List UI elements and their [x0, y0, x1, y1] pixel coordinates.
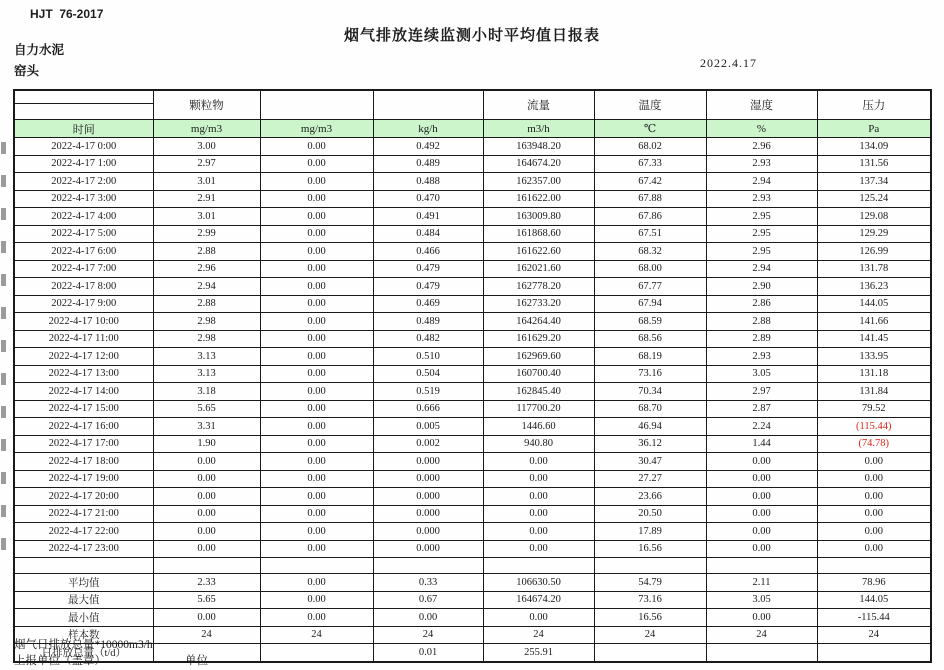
table-row — [14, 138, 931, 156]
value-cell: 0.00 — [260, 330, 373, 348]
value-cell: 0.482 — [373, 330, 483, 348]
value-cell: 162733.20 — [483, 295, 594, 313]
value-cell: 161622.00 — [483, 190, 594, 208]
value-cell: 1446.60 — [483, 418, 594, 436]
report-date: 2022.4.17 — [700, 56, 757, 70]
value-cell: 0.00 — [153, 488, 260, 506]
value-cell: 0.00 — [153, 540, 260, 558]
unit-cell: ℃ — [594, 120, 706, 138]
value-cell: 0.000 — [373, 505, 483, 523]
value-cell: 0.00 — [260, 313, 373, 331]
value-cell: 0.33 — [373, 574, 483, 592]
time-cell: 2022-4-17 13:00 — [14, 365, 153, 383]
time-cell: 2022-4-17 16:00 — [14, 418, 153, 436]
value-cell: 5.65 — [153, 591, 260, 609]
value-cell: 0.484 — [373, 225, 483, 243]
time-cell: 2022-4-17 21:00 — [14, 505, 153, 523]
time-cell: 2022-4-17 3:00 — [14, 190, 153, 208]
value-cell: 144.05 — [817, 295, 931, 313]
page-title: 烟气排放连续监测小时平均值日报表 — [343, 27, 600, 44]
value-cell: 0.00 — [260, 208, 373, 226]
value-cell: 0.00 — [483, 523, 594, 541]
value-cell: 133.95 — [817, 348, 931, 366]
value-cell: 0.479 — [373, 278, 483, 296]
value-cell: 3.13 — [153, 348, 260, 366]
value-cell: 0.00 — [260, 348, 373, 366]
table-row — [14, 400, 931, 418]
value-cell: 0.491 — [373, 208, 483, 226]
header-group-cell: 湿度 — [706, 90, 817, 120]
table-row — [14, 609, 931, 627]
value-cell: 2.24 — [706, 418, 817, 436]
value-cell: 46.94 — [594, 418, 706, 436]
value-cell: 162021.60 — [483, 260, 594, 278]
unit-label: 单位 — [185, 655, 208, 667]
empty-cell — [594, 558, 706, 574]
value-cell: 0.00 — [483, 488, 594, 506]
value-cell: 0.000 — [373, 523, 483, 541]
time-cell: 2022-4-17 18:00 — [14, 453, 153, 471]
value-cell: 73.16 — [594, 591, 706, 609]
value-cell: 2.88 — [706, 313, 817, 331]
value-cell: 0.01 — [373, 644, 483, 662]
value-cell: 23.66 — [594, 488, 706, 506]
table-row — [14, 173, 931, 191]
table-row — [14, 243, 931, 261]
value-cell: 2.93 — [706, 348, 817, 366]
header-group-cell — [260, 90, 373, 120]
value-cell: 106630.50 — [483, 574, 594, 592]
value-cell: 1.44 — [706, 435, 817, 453]
summary-label-cell: 最小值 — [14, 609, 153, 627]
table-row — [14, 488, 931, 506]
time-cell: 2022-4-17 2:00 — [14, 173, 153, 191]
header-group-cell: 压力 — [817, 90, 931, 120]
value-cell: 141.66 — [817, 313, 931, 331]
table-row — [14, 225, 931, 243]
table-row — [14, 470, 931, 488]
empty-cell — [817, 558, 931, 574]
table-row — [14, 295, 931, 313]
value-cell: 78.96 — [817, 574, 931, 592]
value-cell: 162778.20 — [483, 278, 594, 296]
table-row — [14, 523, 931, 541]
time-cell: 2022-4-17 19:00 — [14, 470, 153, 488]
value-cell: 2.93 — [706, 155, 817, 173]
time-cell: 2022-4-17 20:00 — [14, 488, 153, 506]
value-cell: 0.666 — [373, 400, 483, 418]
time-cell: 2022-4-17 4:00 — [14, 208, 153, 226]
table-row — [14, 190, 931, 208]
empty-cell — [14, 558, 153, 574]
value-cell: 24 — [153, 626, 260, 644]
value-cell: 67.77 — [594, 278, 706, 296]
value-cell: 0.00 — [260, 190, 373, 208]
value-cell: 0.00 — [706, 488, 817, 506]
time-cell: 2022-4-17 14:00 — [14, 383, 153, 401]
value-cell: 68.59 — [594, 313, 706, 331]
value-cell: 0.00 — [817, 505, 931, 523]
value-cell: 2.95 — [706, 243, 817, 261]
value-cell: 16.56 — [594, 609, 706, 627]
value-cell: 0.00 — [260, 418, 373, 436]
value-cell: 67.51 — [594, 225, 706, 243]
table-row — [14, 330, 931, 348]
value-cell: 0.00 — [483, 470, 594, 488]
value-cell: 2.99 — [153, 225, 260, 243]
value-cell: 0.00 — [706, 470, 817, 488]
value-cell: 0.002 — [373, 435, 483, 453]
value-cell: 2.97 — [706, 383, 817, 401]
value-cell: 0.00 — [260, 591, 373, 609]
value-cell: 0.00 — [817, 453, 931, 471]
value-cell: 24 — [594, 626, 706, 644]
value-cell: 68.00 — [594, 260, 706, 278]
empty-cell — [706, 558, 817, 574]
table-row — [14, 418, 931, 436]
value-cell: 0.00 — [260, 225, 373, 243]
empty-cell — [260, 558, 373, 574]
table-row — [14, 365, 931, 383]
summary-label-cell: 平均值 — [14, 574, 153, 592]
value-cell: 24 — [260, 626, 373, 644]
unit-cell: kg/h — [373, 120, 483, 138]
value-cell: 0.00 — [260, 155, 373, 173]
time-cell: 2022-4-17 10:00 — [14, 313, 153, 331]
value-cell: 0.00 — [817, 488, 931, 506]
value-cell: 0.489 — [373, 155, 483, 173]
value-cell: 79.52 — [817, 400, 931, 418]
value-cell: 0.00 — [483, 609, 594, 627]
value-cell: 68.56 — [594, 330, 706, 348]
value-cell: 2.86 — [706, 295, 817, 313]
time-cell: 2022-4-17 5:00 — [14, 225, 153, 243]
company-name: 自力水泥 — [14, 43, 65, 57]
value-cell: 67.88 — [594, 190, 706, 208]
table-row — [14, 313, 931, 331]
value-cell: 131.84 — [817, 383, 931, 401]
value-cell: 2.98 — [153, 330, 260, 348]
time-cell: 2022-4-17 15:00 — [14, 400, 153, 418]
value-cell: 70.34 — [594, 383, 706, 401]
value-cell: 68.70 — [594, 400, 706, 418]
value-cell: 27.27 — [594, 470, 706, 488]
summary-label-cell: 最大值 — [14, 591, 153, 609]
table-row — [14, 435, 931, 453]
value-cell: 144.05 — [817, 591, 931, 609]
value-cell: 0.000 — [373, 488, 483, 506]
value-cell: 164264.40 — [483, 313, 594, 331]
value-cell: 0.00 — [153, 453, 260, 471]
unit-cell: mg/m3 — [260, 120, 373, 138]
value-cell: 67.42 — [594, 173, 706, 191]
value-cell: 24 — [817, 626, 931, 644]
value-cell: 24 — [706, 626, 817, 644]
value-cell: 0.00 — [153, 523, 260, 541]
value-cell: 2.88 — [153, 295, 260, 313]
value-cell: 160700.40 — [483, 365, 594, 383]
value-cell: 2.93 — [706, 190, 817, 208]
value-cell: 0.00 — [706, 453, 817, 471]
value-cell: 161868.60 — [483, 225, 594, 243]
value-cell: 73.16 — [594, 365, 706, 383]
value-cell: 0.00 — [817, 523, 931, 541]
value-cell — [706, 644, 817, 662]
table-row — [14, 540, 931, 558]
value-cell: 2.96 — [706, 138, 817, 156]
value-cell: 0.00 — [260, 574, 373, 592]
value-cell: 0.00 — [706, 505, 817, 523]
value-cell: 0.00 — [153, 505, 260, 523]
header-group-cell: 颗粒物 — [153, 90, 260, 120]
value-cell: 117700.20 — [483, 400, 594, 418]
value-cell: 0.00 — [260, 383, 373, 401]
time-cell: 2022-4-17 23:00 — [14, 540, 153, 558]
value-cell: 2.94 — [153, 278, 260, 296]
summary-label-cell: 样本数 — [14, 626, 153, 644]
value-cell: 129.08 — [817, 208, 931, 226]
value-cell: 24 — [483, 626, 594, 644]
value-cell: 0.510 — [373, 348, 483, 366]
value-cell: -115.44 — [817, 609, 931, 627]
value-cell: 0.00 — [260, 243, 373, 261]
time-cell: 2022-4-17 0:00 — [14, 138, 153, 156]
time-cell: 2022-4-17 22:00 — [14, 523, 153, 541]
value-cell: 2.95 — [706, 225, 817, 243]
value-cell: 68.19 — [594, 348, 706, 366]
value-cell: 0.488 — [373, 173, 483, 191]
value-cell: 0.00 — [260, 173, 373, 191]
value-cell: 0.00 — [153, 609, 260, 627]
table-row — [14, 155, 931, 173]
signature-line — [14, 652, 614, 668]
station-name: 窑头 — [14, 64, 40, 78]
value-cell: 131.18 — [817, 365, 931, 383]
value-cell: 3.05 — [706, 365, 817, 383]
report-table — [13, 89, 932, 663]
value-cell: 0.000 — [373, 470, 483, 488]
value-cell: 2.33 — [153, 574, 260, 592]
value-cell: 0.67 — [373, 591, 483, 609]
value-cell: 16.56 — [594, 540, 706, 558]
value-cell: 0.00 — [260, 453, 373, 471]
value-cell: 2.90 — [706, 278, 817, 296]
value-cell: 164674.20 — [483, 591, 594, 609]
value-cell: 2.95 — [706, 208, 817, 226]
empty-cell — [483, 558, 594, 574]
value-cell: 255.91 — [483, 644, 594, 662]
table-row — [14, 505, 931, 523]
value-cell: 3.00 — [153, 138, 260, 156]
value-cell: 0.00 — [260, 609, 373, 627]
unit-cell: Pa — [817, 120, 931, 138]
value-cell: 0.504 — [373, 365, 483, 383]
value-cell: 0.00 — [483, 505, 594, 523]
unit-row — [14, 120, 931, 138]
time-cell: 2022-4-17 1:00 — [14, 155, 153, 173]
time-header-cell: 时间 — [14, 120, 153, 138]
table-row — [14, 453, 931, 471]
value-cell: 2.88 — [153, 243, 260, 261]
value-cell: 141.45 — [817, 330, 931, 348]
time-cell: 2022-4-17 17:00 — [14, 435, 153, 453]
value-cell: 0.519 — [373, 383, 483, 401]
header-group-cell: 流量 — [483, 90, 594, 120]
value-cell: 3.05 — [706, 591, 817, 609]
value-cell: 0.470 — [373, 190, 483, 208]
value-cell: 162969.60 — [483, 348, 594, 366]
value-cell: 164674.20 — [483, 155, 594, 173]
value-cell: 0.479 — [373, 260, 483, 278]
value-cell: 2.94 — [706, 173, 817, 191]
value-cell: (74.78) — [817, 435, 931, 453]
value-cell: 137.34 — [817, 173, 931, 191]
value-cell: 0.00 — [260, 260, 373, 278]
header-corner-cell — [14, 90, 153, 120]
summary-label-cell: 日排放总量（t/d） — [14, 644, 153, 662]
report-unit-label: 上报单位（盖章） — [14, 655, 106, 667]
value-cell: 3.31 — [153, 418, 260, 436]
value-cell: 3.18 — [153, 383, 260, 401]
table-head — [14, 90, 931, 138]
value-cell: 20.50 — [594, 505, 706, 523]
time-cell: 2022-4-17 7:00 — [14, 260, 153, 278]
value-cell: 0.00 — [260, 540, 373, 558]
value-cell: 2.91 — [153, 190, 260, 208]
value-cell: 0.00 — [260, 278, 373, 296]
value-cell: 67.33 — [594, 155, 706, 173]
value-cell: 0.00 — [260, 505, 373, 523]
value-cell: 162845.40 — [483, 383, 594, 401]
time-cell: 2022-4-17 11:00 — [14, 330, 153, 348]
value-cell: 0.00 — [260, 400, 373, 418]
table-row — [14, 574, 931, 592]
unit-cell: m3/h — [483, 120, 594, 138]
value-cell: 0.00 — [260, 138, 373, 156]
value-cell: 134.09 — [817, 138, 931, 156]
value-cell: 68.02 — [594, 138, 706, 156]
time-cell: 2022-4-17 12:00 — [14, 348, 153, 366]
value-cell: 0.466 — [373, 243, 483, 261]
value-cell: 0.000 — [373, 453, 483, 471]
value-cell: 0.00 — [260, 365, 373, 383]
value-cell: 0.000 — [373, 540, 483, 558]
value-cell: 0.00 — [483, 540, 594, 558]
value-cell: 0.00 — [706, 540, 817, 558]
value-cell: 2.97 — [153, 155, 260, 173]
total-emission-note: 烟气日排放总量*10000m3/h — [14, 639, 153, 651]
value-cell: 126.99 — [817, 243, 931, 261]
value-cell: 0.00 — [817, 470, 931, 488]
value-cell: 0.492 — [373, 138, 483, 156]
value-cell: 30.47 — [594, 453, 706, 471]
value-cell: 1.90 — [153, 435, 260, 453]
scan-edge-artifact — [1, 142, 6, 557]
unit-cell: % — [706, 120, 817, 138]
value-cell: 163948.20 — [483, 138, 594, 156]
value-cell: 0.00 — [260, 470, 373, 488]
value-cell: 0.00 — [153, 470, 260, 488]
value-cell — [817, 644, 931, 662]
standard-code: HJT 76-2017 — [30, 7, 104, 21]
value-cell: 3.01 — [153, 173, 260, 191]
value-cell: 54.79 — [594, 574, 706, 592]
value-cell: 163009.80 — [483, 208, 594, 226]
time-cell: 2022-4-17 9:00 — [14, 295, 153, 313]
time-cell: 2022-4-17 6:00 — [14, 243, 153, 261]
time-cell: 2022-4-17 8:00 — [14, 278, 153, 296]
value-cell: 2.89 — [706, 330, 817, 348]
value-cell: 2.87 — [706, 400, 817, 418]
value-cell: 0.00 — [260, 523, 373, 541]
header-group-cell — [373, 90, 483, 120]
spacer-row — [14, 558, 931, 574]
unit-cell: mg/m3 — [153, 120, 260, 138]
value-cell: 2.11 — [706, 574, 817, 592]
value-cell: 0.469 — [373, 295, 483, 313]
value-cell: 2.98 — [153, 313, 260, 331]
empty-cell — [373, 558, 483, 574]
value-cell: 129.29 — [817, 225, 931, 243]
table-row — [14, 208, 931, 226]
value-cell: (115.44) — [817, 418, 931, 436]
table-row — [14, 260, 931, 278]
value-cell: 161622.60 — [483, 243, 594, 261]
value-cell: 5.65 — [153, 400, 260, 418]
table-row — [14, 591, 931, 609]
value-cell: 3.13 — [153, 365, 260, 383]
value-cell: 131.56 — [817, 155, 931, 173]
value-cell: 940.80 — [483, 435, 594, 453]
value-cell: 17.89 — [594, 523, 706, 541]
value-cell: 24 — [373, 626, 483, 644]
value-cell: 161629.20 — [483, 330, 594, 348]
value-cell: 0.00 — [483, 453, 594, 471]
value-cell: 67.86 — [594, 208, 706, 226]
value-cell: 36.12 — [594, 435, 706, 453]
value-cell: 0.00 — [260, 295, 373, 313]
value-cell: 2.94 — [706, 260, 817, 278]
value-cell: 2.96 — [153, 260, 260, 278]
value-cell: 0.00 — [817, 540, 931, 558]
value-cell: 136.23 — [817, 278, 931, 296]
value-cell: 3.01 — [153, 208, 260, 226]
value-cell: 0.00 — [373, 609, 483, 627]
table-row — [14, 348, 931, 366]
value-cell: 0.00 — [706, 609, 817, 627]
table-row — [14, 278, 931, 296]
value-cell: 0.005 — [373, 418, 483, 436]
header-corner-top — [15, 91, 153, 104]
value-cell: 125.24 — [817, 190, 931, 208]
header-group-row — [14, 90, 931, 120]
value-cell: 68.32 — [594, 243, 706, 261]
value-cell: 67.94 — [594, 295, 706, 313]
header-group-cell: 温度 — [594, 90, 706, 120]
value-cell: 0.00 — [706, 523, 817, 541]
table-row — [14, 383, 931, 401]
value-cell: 0.00 — [260, 435, 373, 453]
table-body — [14, 138, 931, 558]
value-cell: 131.78 — [817, 260, 931, 278]
header-corner-bottom — [15, 104, 153, 119]
value-cell: 0.00 — [260, 488, 373, 506]
value-cell: 162357.00 — [483, 173, 594, 191]
empty-cell — [153, 558, 260, 574]
value-cell: 0.489 — [373, 313, 483, 331]
